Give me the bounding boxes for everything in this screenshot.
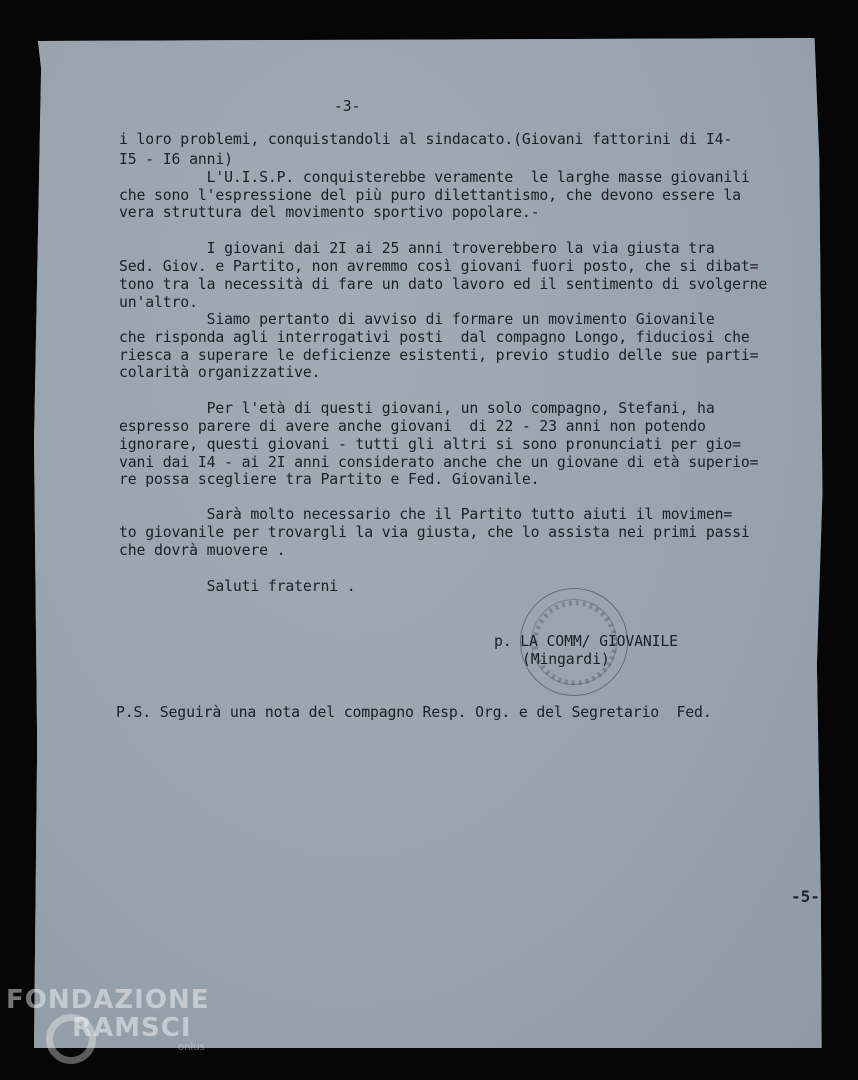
postscript: P.S. Seguirà una nota del compagno Resp. Org. e del Segretario Fed. xyxy=(116,704,712,721)
page-number: -3- xyxy=(334,98,361,115)
text-line: Sarà molto necessario che il Partito tutto aiuti il movimen= xyxy=(119,506,733,523)
watermark-line-1: FONDAZIONE xyxy=(6,985,210,1015)
corner-mark: -5- xyxy=(791,887,820,906)
signature-line-2: (Mingardi) xyxy=(522,651,610,668)
text-line: re possa scegliere tra Partito e Fed. Giovanile. xyxy=(119,471,540,488)
text-line: i loro problemi, conquistandoli al sindacato.(Giovani fattorini di I4- xyxy=(119,131,733,148)
text-line: riesca a superare le deficienze esistenti, previo studio delle sue parti= xyxy=(119,347,759,364)
watermark-g-logo xyxy=(46,1014,96,1064)
text-line: Siamo pertanto di avviso di formare un movimento Giovanile xyxy=(119,311,715,328)
text-line: espresso parere di avere anche giovani di 22 - 23 anni non potendo xyxy=(119,418,706,435)
text-line: L'U.I.S.P. conquisterebbe veramente le larghe masse giovanili xyxy=(119,169,750,186)
watermark-line-2: RAMSCI xyxy=(72,1013,192,1043)
text-line: vani dai I4 - ai 2I anni considerato anche che un giovane di età superio= xyxy=(119,454,759,471)
text-line: to giovanile per trovargli la via giusta, che lo assista nei primi passi xyxy=(119,524,750,541)
text-line: tono tra la necessità di fare un dato lavoro ed il sentimento di svolgerne xyxy=(119,276,768,293)
text-line: che dovrà muovere . xyxy=(119,542,286,559)
text-line: un'altro. xyxy=(119,294,198,311)
signature-line-1: p. LA COMM/ GIOVANILE xyxy=(494,633,678,650)
text-line: ignorare, questi giovani - tutti gli altri si sono pronunciati per gio= xyxy=(119,436,741,453)
text-line: vera struttura del movimento sportivo popolare.- xyxy=(119,204,540,221)
text-line: Sed. Giov. e Partito, non avremmo così giovani fuori posto, che si dibat= xyxy=(119,258,759,275)
text-line: colarità organizzative. xyxy=(119,364,321,381)
watermark-line-3: onlus xyxy=(178,1042,205,1053)
text-line: I5 - I6 anni) xyxy=(119,151,233,168)
archive-watermark xyxy=(6,986,209,1054)
text-line: che risponda agli interrogativi posti dal compagno Longo, fiduciosi che xyxy=(119,329,750,346)
text-line: I giovani dai 2I ai 25 anni troverebbero la via giusta tra xyxy=(119,240,715,257)
text-line: Per l'età di questi giovani, un solo compagno, Stefani, ha xyxy=(119,400,715,417)
text-line: che sono l'espressione del più puro dilettantismo, che devono essere la xyxy=(119,187,741,204)
text-line: Saluti fraterni . xyxy=(119,578,356,595)
